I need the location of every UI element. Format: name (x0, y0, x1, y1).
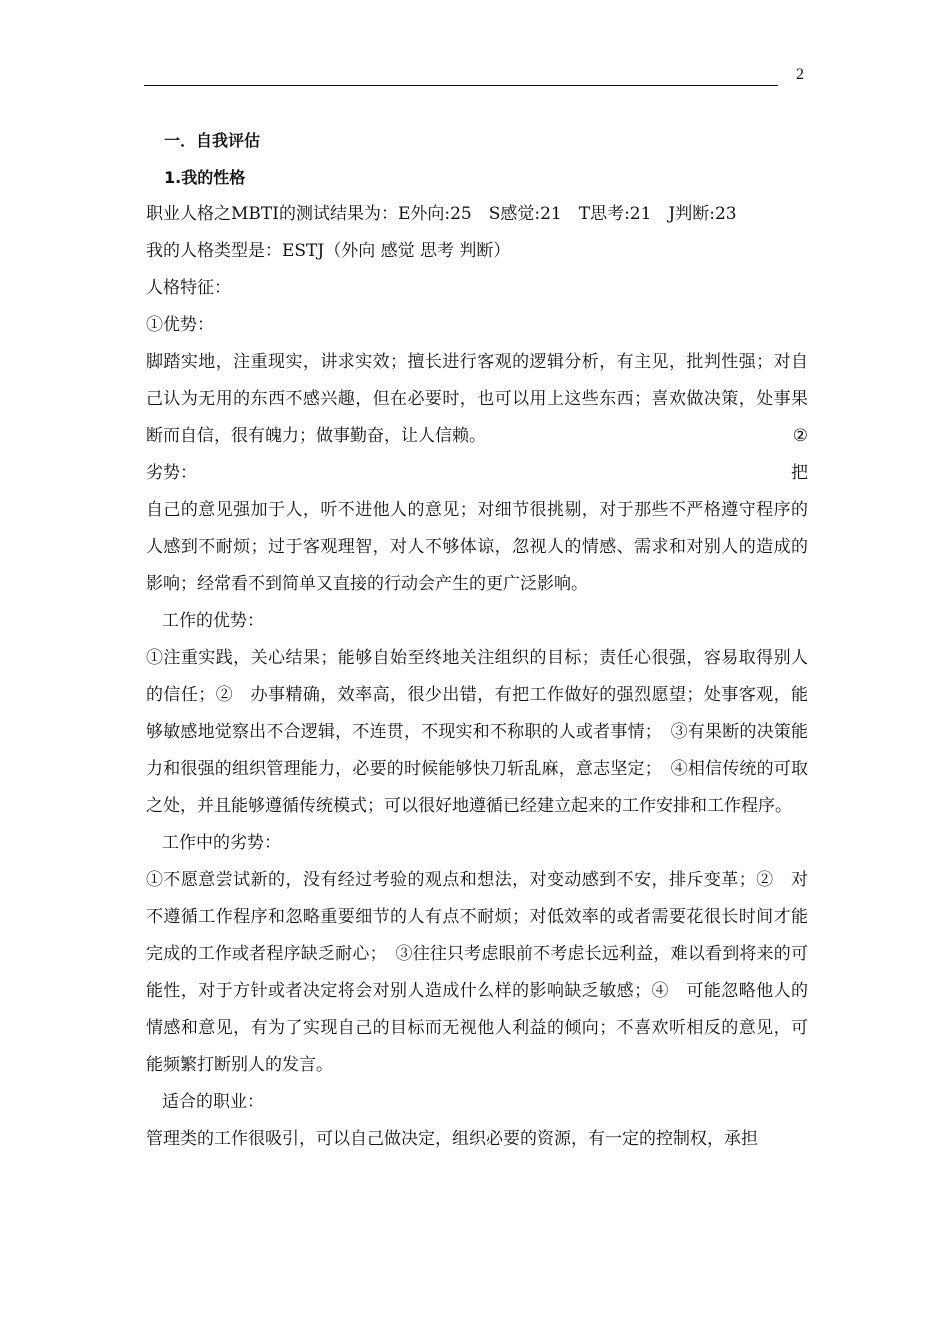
strengths-text: 脚踏实地，注重现实，讲求实效；擅长进行客观的逻辑分析，有主见，批判性强；对自己认为无用的东西不感兴趣，但在必要时，也可以用上这些东西；喜欢做决策，处事果断而自信，很有魄力；做事勤奋，让人信赖。 (146, 352, 808, 446)
work-strengths-label: 工作的优势： (162, 611, 264, 631)
suitable-jobs-label: 适合的职业： (162, 1092, 264, 1112)
page-number: 2 (796, 66, 804, 83)
work-strengths-paragraph: ①注重实践，关心结果；能够自始至终地关注组织的目标；责任心很强，容易取得别人的信任；② 办事精确，效率高，很少出错，有把工作做好的强烈愿望；处事客观，能够敏感地觉察出不合逻辑，不连贯，不现实和不称职的人或者事情； ③有果断的决策能力和很强的组织管理能力，必要的时候能够快刀斩乱麻，意志坚定； ④相信传统的可取之处，并且能够遵循传统模式；可以很好地遵循已经建立起来的工作安排和工作程序。 (146, 648, 808, 816)
strengths-paragraph (146, 344, 808, 455)
weakness-paragraph: 自己的意见强加于人，听不进他人的意见；对细节很挑剔，对于那些不严格遵守程序的人感到不耐烦；过于客观理智，对人不够体谅，忽视人的情感、需求和对别人的造成的影响；经常看不到简单又直接的行动会产生的更广泛影响。 (146, 500, 808, 594)
traits-label: 人格特征： (146, 278, 231, 298)
subsection-title: 1.我的性格 (164, 168, 246, 187)
header-rule (144, 85, 778, 86)
personality-type: 我的人格类型是：ESTJ（外向 感觉 思考 判断） (146, 241, 511, 261)
work-weakness-paragraph: ①不愿意尝试新的，没有经过考验的观点和想法，对变动感到不安，排斥变革；② 对不遵循工作程序和忽略重要细节的人有点不耐烦；对低效率的或者需要花很长时间才能完成的工作或者程序缺乏耐心； ③往往只考虑眼前不考虑长远利益，难以看到将来的可能性，对于方针或者决定将会对别人造成什么样的影响缺乏敏感；④ 可能忽略他人的情感和意见，有为了实现自己的目标而无视他人利益的倾向；不喜欢听相反的意见，可能频繁打断别人的发言。 (146, 870, 808, 1075)
suitable-jobs-paragraph: 管理类的工作很吸引，可以自己做决定，组织必要的资源，有一定的控制权，承担 (146, 1129, 758, 1149)
document-body (146, 122, 808, 1158)
mbti-result: 职业人格之MBTI的测试结果为：E外向:25 S感觉:21 T思考:21 J判断:23 (146, 204, 737, 224)
weakness-heading-line (146, 455, 808, 492)
work-weakness-label: 工作中的劣势： (162, 833, 281, 853)
section-title: 一．自我评估 (164, 131, 261, 150)
weakness-first-char: 把 (791, 463, 808, 483)
weakness-marker: ② (792, 426, 808, 446)
weakness-label: 劣势： (146, 463, 197, 483)
strengths-label: ①优势： (146, 315, 214, 335)
